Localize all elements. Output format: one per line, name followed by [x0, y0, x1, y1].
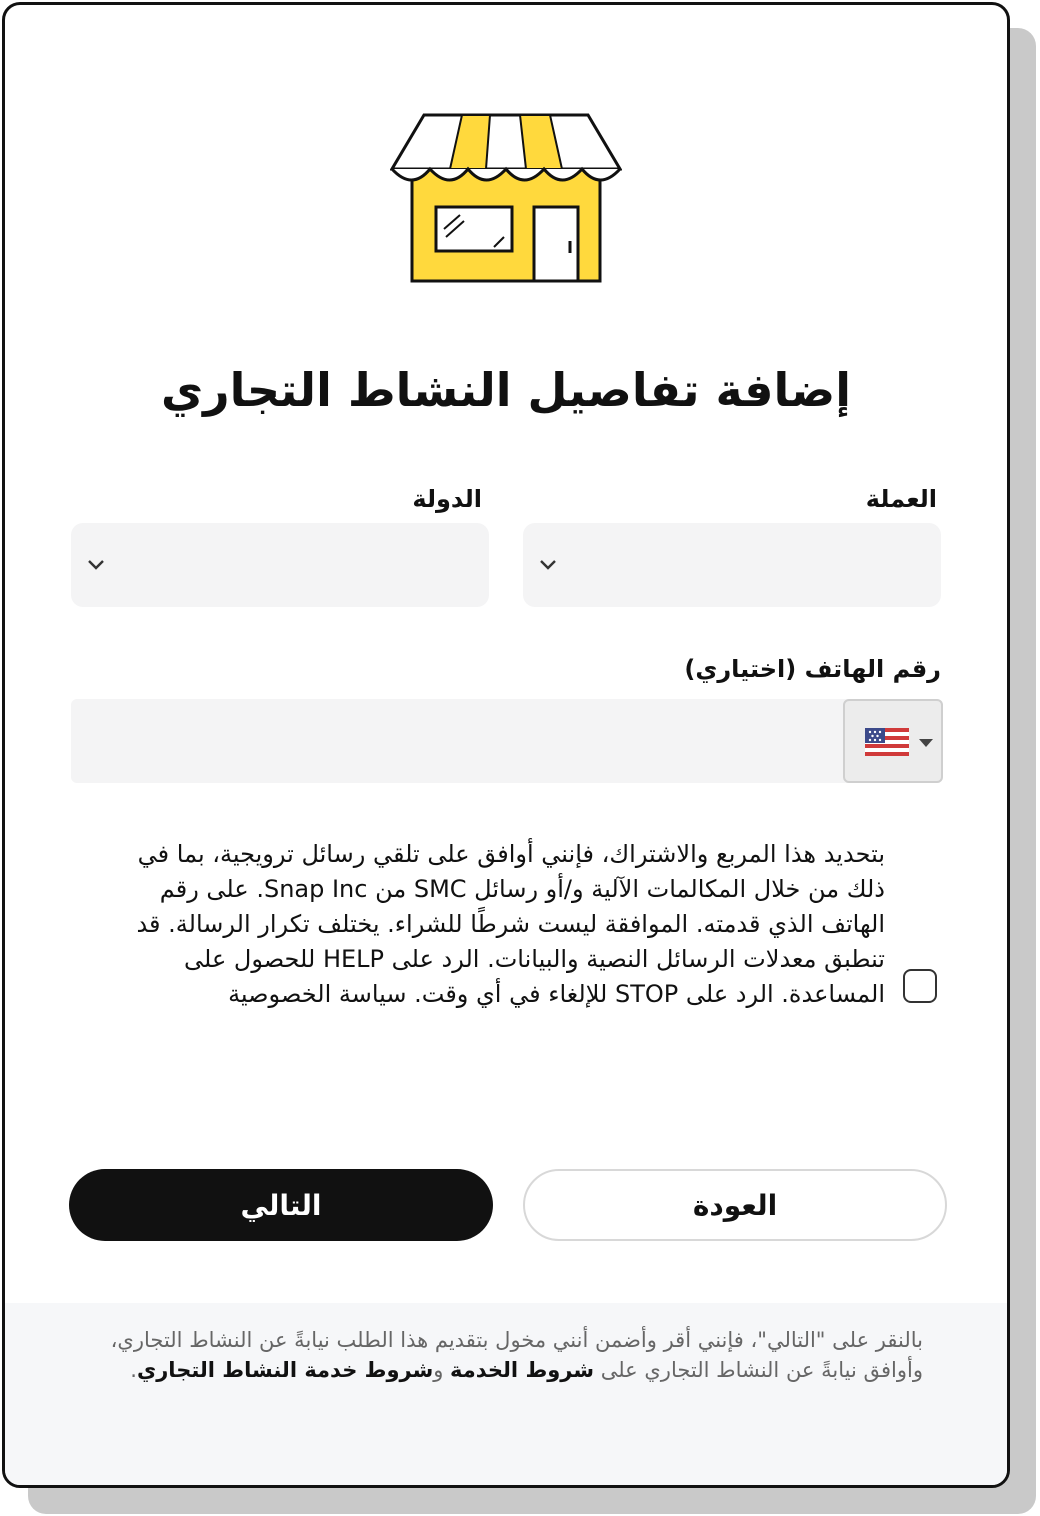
country-label: الدولة: [412, 485, 482, 513]
phone-label: رقم الهاتف (اختياري): [684, 655, 941, 683]
currency-label: العملة: [865, 485, 937, 513]
currency-select[interactable]: [523, 523, 941, 607]
page-title: إضافة تفاصيل النشاط التجاري: [160, 363, 852, 417]
store-icon: [390, 105, 622, 287]
footer-end: .: [130, 1358, 137, 1382]
chevron-down-icon: [85, 554, 107, 576]
country-code-picker[interactable]: [843, 699, 943, 783]
chevron-down-icon: [537, 554, 559, 576]
sms-consent-text: بتحديد هذا المربع والاشتراك، فإنني أوافق على تلقي رسائل ترويجية، بما في ذلك من خلال المكالمات الآلية و/أو رسائل SMC من Snap Inc. على رقم الهاتف الذي قدمته. الموافقة ليست شرطًا للشراء. يختلف تكرار الرسالة. قد تنطبق معدلات الرسائل النصية والبيانات. الرد على HELP للحصول على المساعدة. الرد على STOP للإلغاء في أي وقت. سياسة الخصوصية: [136, 840, 885, 1008]
business-terms-link[interactable]: شروط خدمة النشاط التجاري: [136, 1358, 434, 1382]
add-business-details-dialog: [2, 2, 1010, 1488]
sms-consent-checkbox[interactable]: [903, 969, 937, 1003]
caret-down-icon: [919, 739, 933, 747]
back-button[interactable]: العودة: [523, 1169, 947, 1241]
country-select[interactable]: [71, 523, 489, 607]
footer-disclaimer: [83, 1325, 923, 1385]
terms-of-service-link[interactable]: شروط الخدمة: [450, 1358, 595, 1382]
footer: [5, 1303, 1007, 1485]
footer-text: بالنقر على "التالي"، فإنني أقر وأضمن أنني مخول بتقديم هذا الطلب نيابةً عن النشاط التجاري، وأوافق نيابةً عن النشاط التجاري على: [110, 1328, 923, 1382]
phone-input[interactable]: [71, 699, 943, 783]
next-button[interactable]: التالي: [69, 1169, 493, 1241]
us-flag-icon: [865, 728, 909, 756]
footer-and: و: [433, 1358, 451, 1382]
